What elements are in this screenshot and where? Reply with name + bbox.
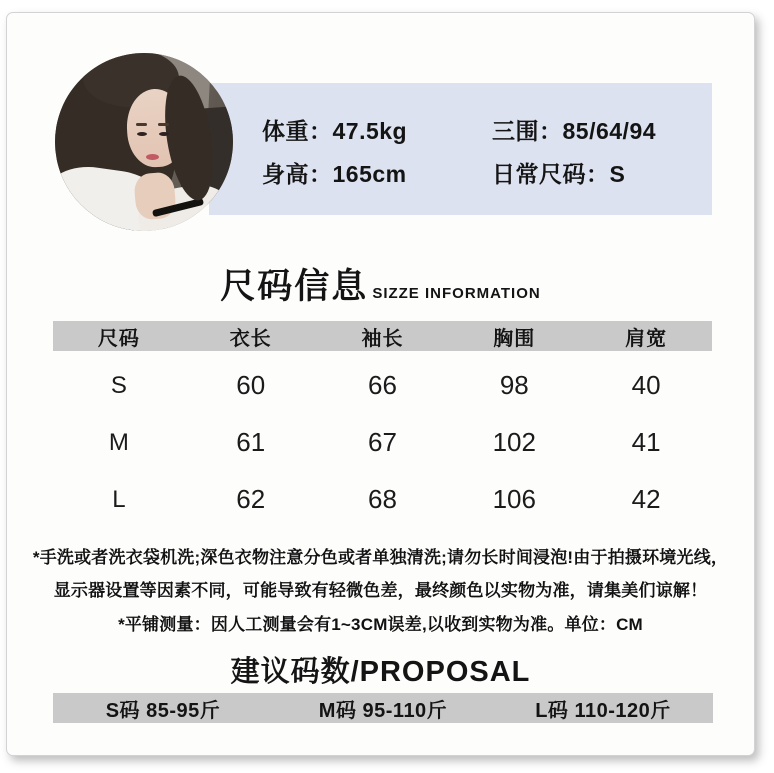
col-size: 尺码 [97, 327, 140, 350]
col-bust: 胸围 [493, 327, 536, 350]
size-info-title [7, 259, 754, 309]
proposal-size-l: L码 110-120斤 [535, 699, 671, 722]
weight-field [262, 113, 407, 146]
cell-shoulder: 42 [631, 484, 661, 514]
cell-bust: 98 [499, 370, 529, 400]
col-shoulder: 肩宽 [625, 327, 668, 350]
cell-sleeve-length: 68 [368, 484, 397, 514]
proposal-size-s: S码 85-95斤 [105, 699, 221, 722]
col-garment-length: 衣长 [229, 327, 272, 350]
daily-size-value: S [609, 161, 626, 187]
proposal-size-m: M码 95-110斤 [318, 699, 448, 722]
weight-label: 体重： [262, 118, 333, 144]
proposal-bar [53, 693, 713, 723]
model-photo [55, 53, 233, 231]
right-eyebrow [158, 123, 169, 126]
care-note-line3: *平铺测量：因人工测量会有1~3CM误差,以收到实物为准。单位：CM [118, 614, 643, 634]
cell-bust: 106 [492, 484, 536, 514]
table-row-m [53, 414, 712, 471]
cell-sleeve-length: 66 [368, 370, 397, 400]
cell-size: M [108, 428, 129, 456]
care-note-line1: *手洗或者洗衣袋机洗;深色衣物注意分色或者单独清洗;请勿长时间浸泡!由于拍摄环境光线， [32, 548, 729, 567]
model-info-panel [209, 83, 712, 215]
cell-shoulder: 40 [631, 370, 661, 400]
page [6, 12, 755, 756]
col-sleeve-length: 袖长 [361, 327, 404, 350]
care-notes [7, 541, 754, 641]
measurements-label: 三围： [492, 118, 563, 144]
weight-value: 47.5kg [332, 118, 408, 144]
size-table-header [53, 321, 712, 351]
height-field [262, 156, 407, 189]
right-eye [159, 132, 169, 136]
left-eyebrow [136, 123, 147, 126]
size-info-title-cn: 尺码信息 [220, 267, 369, 306]
cell-shoulder: 41 [631, 427, 661, 457]
cell-garment-length: 62 [236, 484, 266, 514]
care-note-line2: 显示器设置等因素不同，可能导致有轻微色差，最终颜色以实物为准，请集美们谅解！ [53, 581, 708, 601]
left-eye [137, 132, 147, 136]
size-table-body [53, 357, 712, 528]
table-row-l [53, 471, 712, 528]
cell-garment-length: 61 [236, 427, 266, 457]
cell-size: L [112, 485, 126, 513]
height-label: 身高： [262, 161, 333, 187]
cell-bust: 102 [492, 427, 536, 457]
cell-sleeve-length: 67 [368, 427, 397, 457]
size-info-title-en: SIZZE INFORMATION [372, 285, 541, 302]
daily-size-field [492, 156, 625, 189]
daily-size-label: 日常尺码： [492, 161, 610, 187]
proposal-title: 建议码数/PROPOSAL [230, 656, 531, 688]
cell-garment-length: 60 [236, 370, 266, 400]
height-value: 165cm [332, 161, 407, 187]
table-row-s [53, 357, 712, 414]
measurements-field [492, 113, 656, 146]
lips [146, 154, 159, 160]
measurements-value: 85/64/94 [562, 118, 657, 144]
cell-size: S [110, 371, 127, 399]
